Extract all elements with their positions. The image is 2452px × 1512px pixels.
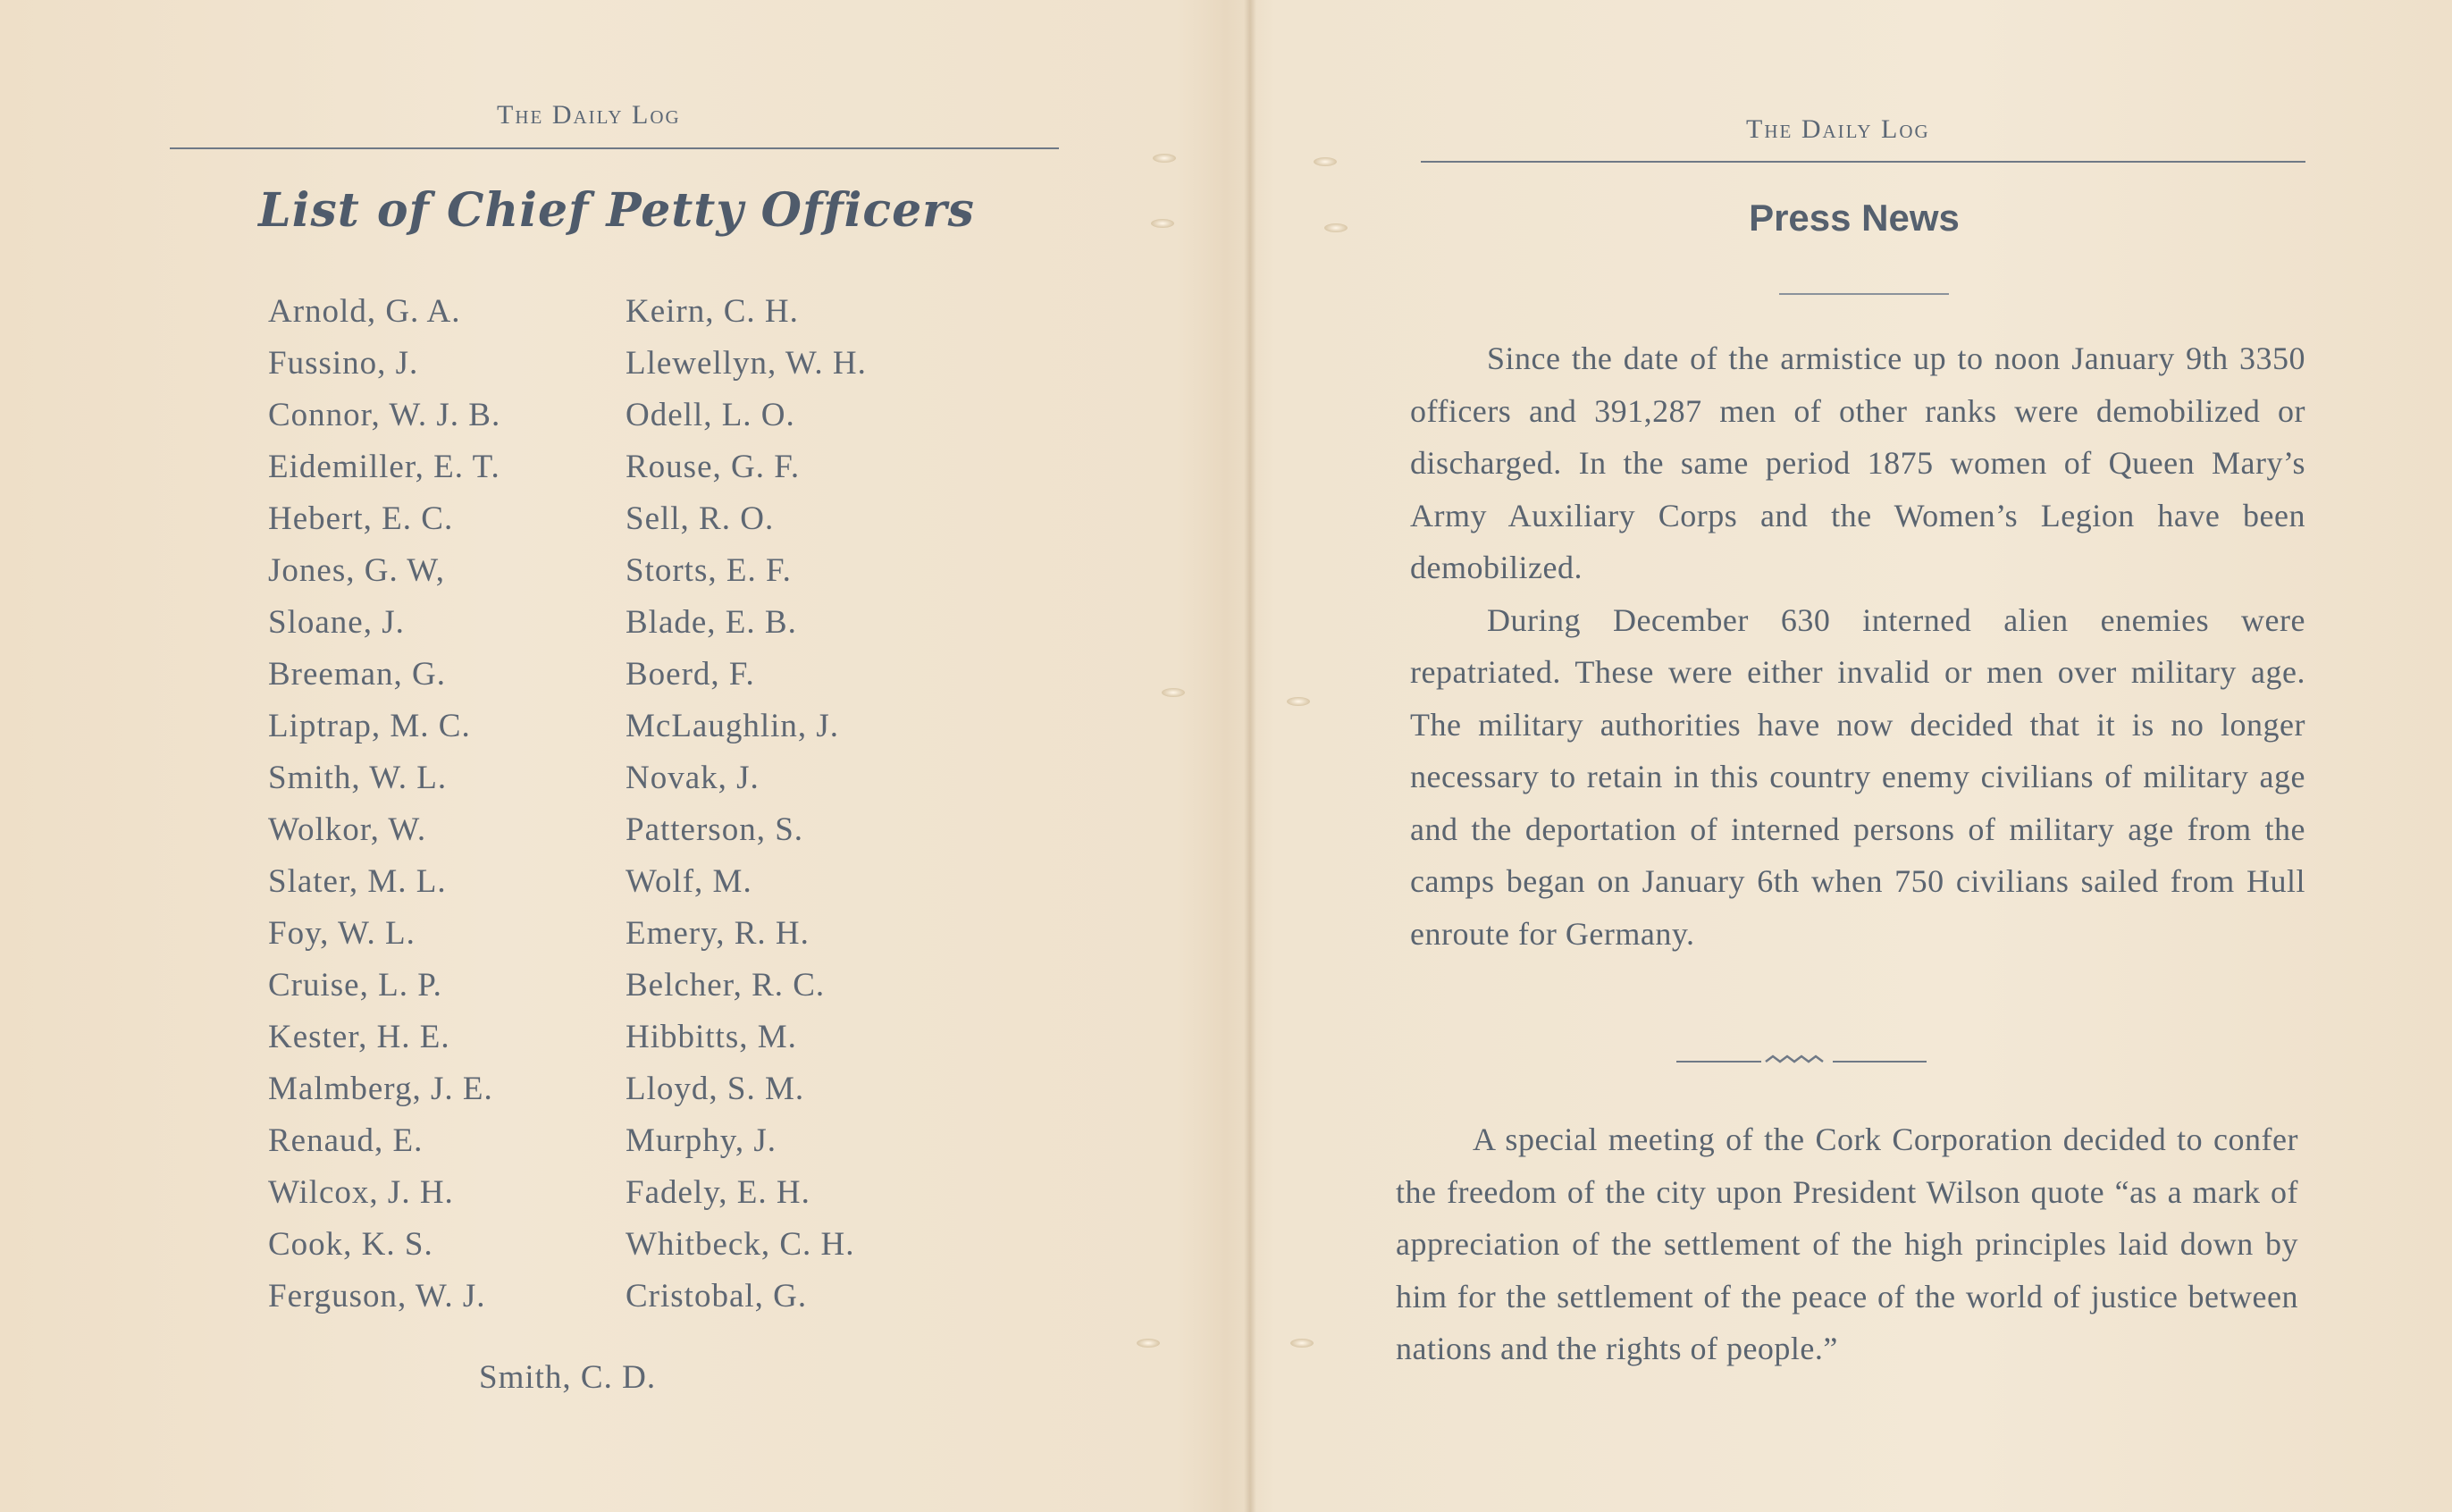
officer-name: Boerd, F. bbox=[626, 656, 755, 693]
officer-name: Malmberg, J. E. bbox=[268, 1071, 493, 1107]
officer-name: Liptrap, M. C. bbox=[268, 708, 471, 744]
press-news-article bbox=[1410, 332, 2305, 960]
officer-name: Jones, G. W, bbox=[268, 552, 446, 589]
news-paragraph-alien-enemies: During December 630 interned alien enemies were repatriated. These were either invalid or men over military age. The military authorities have now decided that it is no longer necessary to retain in this country enemy civilians of military age and the deportation of interned persons of military age from the camps began on January 6th when 750 civilians sailed from Hull enroute for Germany. bbox=[1410, 601, 2305, 952]
officer-name: Murphy, J. bbox=[626, 1122, 777, 1159]
officer-name: Storts, E. F. bbox=[626, 552, 792, 589]
officer-name: Novak, J. bbox=[626, 760, 760, 796]
chief-petty-officers-title: List of Chief Petty Officers bbox=[258, 183, 975, 238]
running-head-left: The Daily Log bbox=[497, 100, 681, 130]
officer-names-column-1 bbox=[268, 286, 500, 1323]
officer-name: Hibbitts, M. bbox=[626, 1019, 797, 1055]
officer-name: Fussino, J. bbox=[268, 345, 419, 382]
officer-name: Cristobal, G. bbox=[626, 1278, 808, 1315]
news-paragraph-demobilization: Since the date of the armistice up to noon January 9th 3350 officers and 391,287 men of other ranks were demobilized or discharged. In the same period 1875 women of Queen Mary’s Army Auxiliary Corps and the Women’s Legion have been demobilized. bbox=[1410, 340, 2305, 585]
officer-name: Ferguson, W. J. bbox=[268, 1278, 486, 1315]
officer-name: Sell, R. O. bbox=[626, 500, 775, 537]
officer-name: Kester, H. E. bbox=[268, 1019, 450, 1055]
footer-officer-name: Smith, C. D. bbox=[479, 1359, 657, 1396]
officer-name: Eidemiller, E. T. bbox=[268, 449, 500, 485]
running-head-right: The Daily Log bbox=[1746, 114, 1930, 144]
officer-name: Lloyd, S. M. bbox=[626, 1071, 805, 1107]
officer-name: Blade, E. B. bbox=[626, 604, 797, 641]
officer-name: Renaud, E. bbox=[268, 1122, 424, 1159]
officer-name: Odell, L. O. bbox=[626, 397, 795, 433]
title-underline bbox=[1779, 293, 1949, 295]
officer-name: Sloane, J. bbox=[268, 604, 405, 641]
officer-name: Connor, W. J. B. bbox=[268, 397, 501, 433]
officer-name: Cruise, L. P. bbox=[268, 967, 442, 1004]
officer-name: Patterson, S. bbox=[626, 811, 804, 848]
officer-names-column-2 bbox=[626, 286, 867, 1323]
officer-name: Keirn, C. H. bbox=[626, 293, 799, 330]
officer-name: Wilcox, J. H. bbox=[268, 1174, 454, 1211]
officer-name: Emery, R. H. bbox=[626, 915, 810, 952]
header-rule-right bbox=[1421, 161, 2305, 163]
officer-name: Arnold, G. A. bbox=[268, 293, 461, 330]
officer-name: McLaughlin, J. bbox=[626, 708, 840, 744]
officer-name: Whitbeck, C. H. bbox=[626, 1226, 855, 1263]
officer-name: Smith, W. L. bbox=[268, 760, 448, 796]
officer-name: Llewellyn, W. H. bbox=[626, 345, 867, 382]
news-paragraph-cork-corporation: A special meeting of the Cork Corporation decided to confer the freedom of the city upon President Wilson quote “as a mark of appreciation of the settlement of the high principles laid down by him for the settlement of the peace of the world of justice between nations and the rights of people.” bbox=[1396, 1121, 2298, 1366]
officer-name: Slater, M. L. bbox=[268, 863, 447, 900]
officer-name: Rouse, G. F. bbox=[626, 449, 801, 485]
press-news-article-cork bbox=[1396, 1113, 2298, 1375]
press-news-title: Press News bbox=[1749, 197, 1960, 239]
right-page bbox=[1256, 0, 2452, 1512]
header-rule-left bbox=[170, 147, 1059, 149]
section-divider-ornament bbox=[1676, 1047, 1927, 1074]
officer-name: Wolf, M. bbox=[626, 863, 752, 900]
officer-name: Wolkor, W. bbox=[268, 811, 427, 848]
officer-name: Fadely, E. H. bbox=[626, 1174, 810, 1211]
officer-name: Belcher, R. C. bbox=[626, 967, 826, 1004]
officer-name: Breeman, G. bbox=[268, 656, 447, 693]
officer-name: Foy, W. L. bbox=[268, 915, 416, 952]
center-fold bbox=[1244, 0, 1256, 1512]
officer-name: Hebert, E. C. bbox=[268, 500, 454, 537]
officer-name: Cook, K. S. bbox=[268, 1226, 433, 1263]
